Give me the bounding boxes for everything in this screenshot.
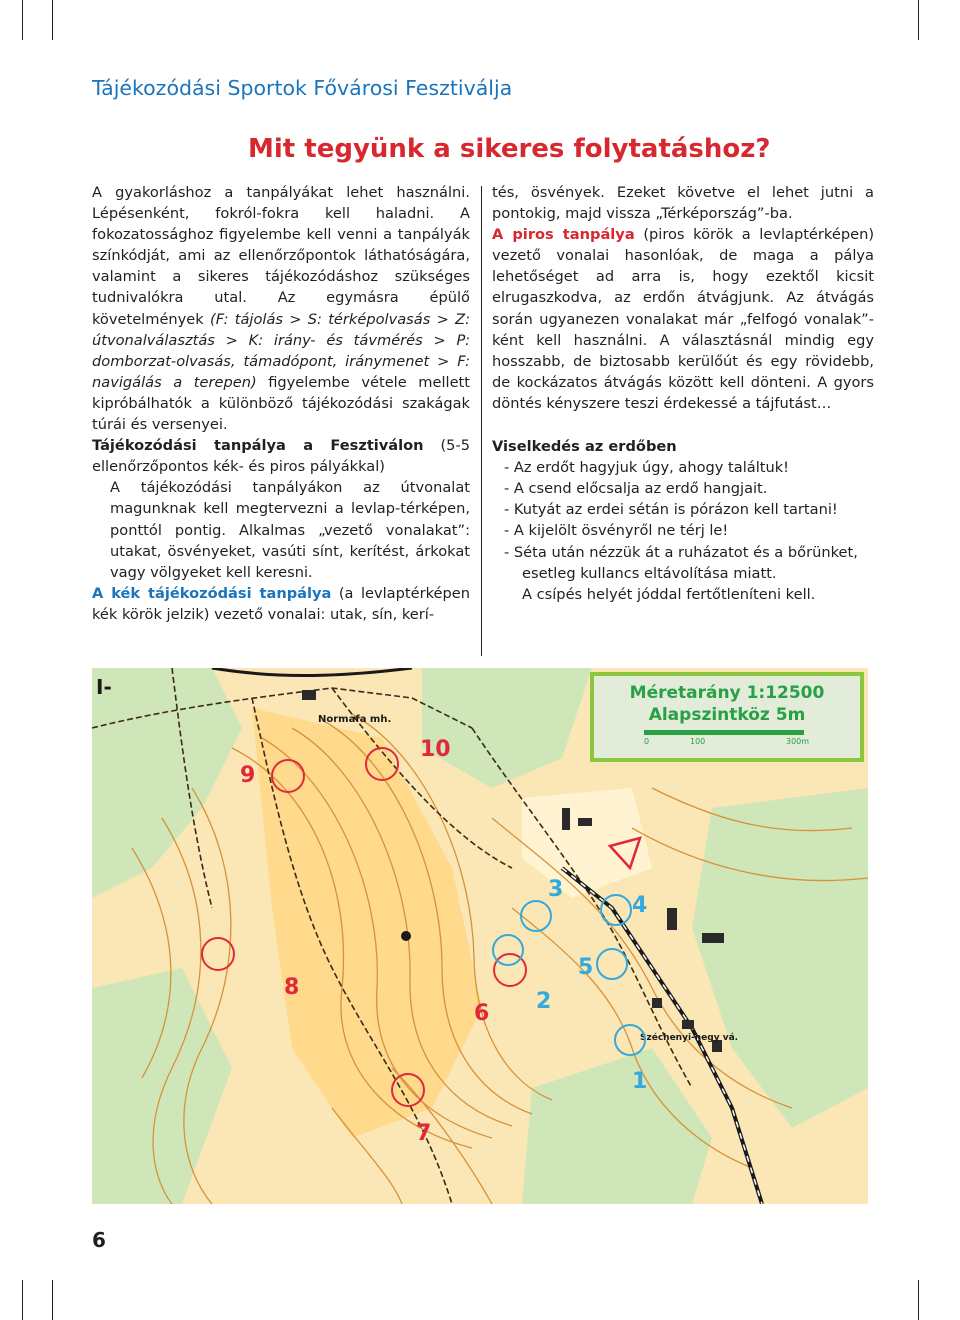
blue-course-label: A kék tájékozódási tanpálya	[92, 584, 332, 602]
list-item: - Kutyát az erdei sétán is pórázon kell tartani!	[504, 501, 838, 519]
control-number-red: 9	[240, 763, 256, 788]
requirements-list: (F: tájolás > S: térképolvasás > Z: útvonalválasztás > K: irány- és távmérés > P: domborzat-olvasás, támadópont, iránymenet > F: navigálás a terepen)	[92, 310, 470, 391]
crop-mark	[52, 0, 53, 40]
page-title: Mit tegyünk a sikeres folytatáshoz?	[248, 134, 771, 164]
map-edge-label: I-	[96, 675, 112, 699]
list-item: - A csend előcsalja az erdő hangjait.	[504, 480, 768, 498]
control-number-blue: 5	[578, 955, 594, 980]
scale-tick: 100	[690, 737, 706, 746]
control-number-red: 8	[284, 975, 300, 1000]
crop-mark	[918, 0, 919, 40]
intro-text: A gyakorláshoz a tanpályákat lehet használni. Lépésenként, fokról-fokra kell haladni. A fokozatossághoz figyelembe kell venni a tanpályák színkódját, ami az ellenőrzőpontok láthatóságára, valamint a sikeres tájékozódáshoz szükséges tudnivalókra utal. Az egymásra épülő követelmények	[92, 184, 470, 328]
red-course-paragraph	[492, 224, 874, 414]
list-item-continued: A csípés helyét jóddal fertőtleníteni kell.	[522, 585, 816, 603]
page-number: 6	[92, 1228, 106, 1252]
scale-tick: 300m	[786, 737, 810, 746]
crop-mark	[918, 1280, 919, 1320]
blue-course-text: (a levlaptérképen kék körök jelzik) vezető vonalai: utak, sín, kerí-	[92, 584, 470, 623]
scale-bar	[644, 730, 804, 735]
contour-interval: Alapszintköz 5m	[648, 705, 806, 725]
list-item: - Az erdőt hagyjuk úgy, ahogy találtuk!	[504, 459, 790, 477]
route-paragraph: A tájékozódási tanpályákon az útvonalat magunknak kell megtervezni a levlap-térképen, ponttól pontig. Alkalmas „vezető vonalakat”: utakat, ösvényeket, vasúti sínt, kerítést, árkokat vagy völgyeket kell keresni.	[110, 479, 470, 581]
control-number-red: 6	[474, 1001, 490, 1026]
continuation-paragraph: tés, ösvények. Ezeket követve el lehet jutni a pontokig, majd vissza „Térképország”-ba.	[492, 184, 874, 223]
tanpalya-text: (5-5 ellenőrzőpontos kék- és piros pályákkal)	[92, 437, 470, 476]
section-title: Viselkedés az erdőben	[492, 438, 677, 456]
summit-marker-icon	[401, 931, 411, 941]
crop-mark	[22, 1280, 23, 1320]
control-number-blue: 2	[536, 989, 552, 1014]
scale-tick: 0	[644, 737, 650, 746]
blue-course-paragraph	[92, 583, 470, 625]
section-heading	[492, 436, 874, 457]
scale-ratio: Méretarány 1:12500	[629, 683, 825, 703]
red-course-text: (piros körök a levlaptérképen) vezető vonalai hasonlóak, de maga a pálya lehetőséget ad arra is, hogy ezektől kicsit elrugaszkodva, az erdőn átvágjunk. Az átvágás során ugyanezen vonalakat már „felfogó vonalak”-ként kell használni. A választásnál mindig egy hosszabb, de biztosabb kerülőút és egy rövidebb, de kockázatos átvágás között kell dönteni. A gyors döntés kényszere teszi érdekessé a tájfutást…	[492, 226, 875, 412]
list-item: - Séta után nézzük át a ruházatot és a bőrünket, esetleg kullancs eltávolítása miatt.	[504, 543, 858, 582]
control-number-blue: 4	[632, 893, 648, 918]
right-column	[492, 182, 874, 605]
tanpalya-paragraph	[92, 435, 470, 477]
crop-mark	[22, 0, 23, 40]
orienteering-map	[92, 668, 868, 1204]
label-normafa: Normafa mh.	[318, 714, 392, 725]
label-station: Széchenyi-hegy vá.	[640, 1033, 739, 1043]
control-number-blue: 1	[632, 1069, 648, 1094]
column-divider	[481, 186, 482, 656]
control-number-red: 7	[416, 1121, 432, 1146]
crop-mark	[52, 1280, 53, 1320]
list-item: - A kijelölt ösvényről ne térj le!	[504, 522, 729, 540]
running-header: Tájékozódási Sportok Fővárosi Fesztiválja	[92, 76, 513, 100]
control-number-blue: 3	[548, 877, 564, 902]
control-number-red: 10	[420, 737, 451, 762]
tanpalya-heading: Tájékozódási tanpálya a Fesztiválon	[92, 437, 424, 455]
intro-paragraph	[92, 182, 470, 435]
intro-text-end: figyelembe vétele mellett kipróbálhatók a különböző tájékozódási szakágak túrái és versenyei.	[92, 373, 470, 434]
red-course-label: A piros tanpálya	[492, 226, 635, 244]
left-column	[92, 182, 470, 625]
